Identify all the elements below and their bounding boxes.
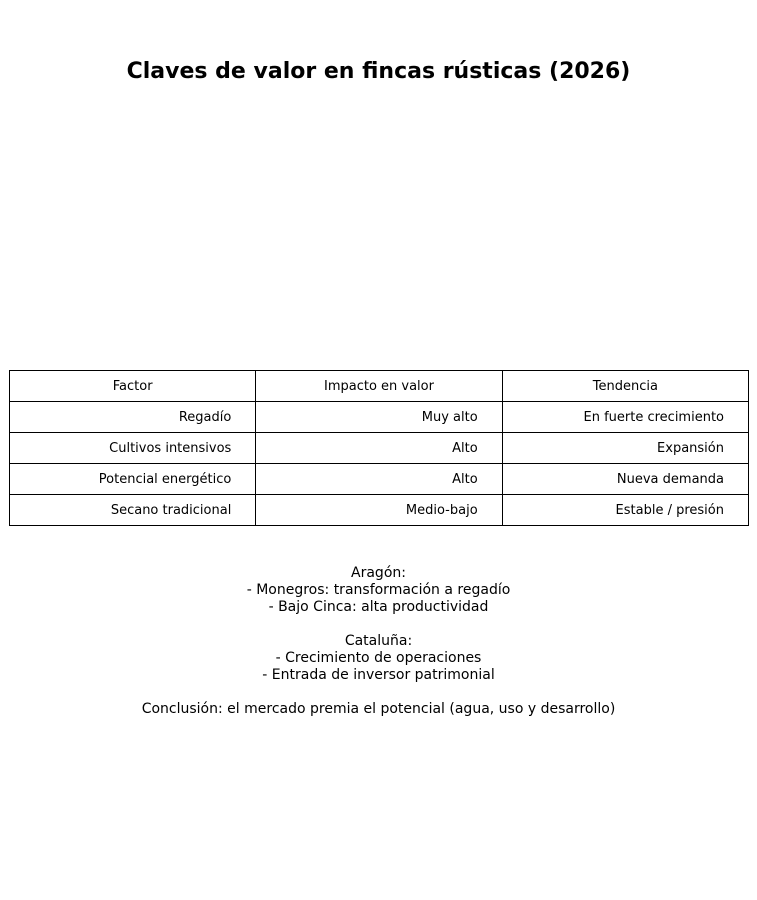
table-row <box>10 464 749 495</box>
table-row <box>10 433 749 464</box>
note-line-cataluna-heading: Cataluña: <box>344 633 413 649</box>
table-cell: Expansión <box>502 433 748 464</box>
table-cell: Secano tradicional <box>10 495 256 526</box>
table-cell: Estable / presión <box>502 495 748 526</box>
note-spacer <box>0 616 757 633</box>
table-cell: Regadío <box>10 402 256 433</box>
note-line: - Entrada de inversor patrimonial <box>262 667 495 683</box>
note-line-aragon-heading: Aragón: <box>351 565 406 581</box>
table-row <box>10 402 749 433</box>
data-table <box>9 370 749 526</box>
note-line: - Crecimiento de operaciones <box>275 650 482 666</box>
note-line: - Monegros: transformación a regadío <box>246 582 511 598</box>
table-cell: Alto <box>256 464 502 495</box>
table-cell: Medio-bajo <box>256 495 502 526</box>
column-header-impacto: Impacto en valor <box>256 371 502 402</box>
column-header-tendencia: Tendencia <box>502 371 748 402</box>
table-cell: Potencial energético <box>10 464 256 495</box>
chart-title: Claves de valor en fincas rústicas (2026) <box>126 59 631 84</box>
notes-block <box>0 565 757 718</box>
table-row <box>10 495 749 526</box>
note-line: - Bajo Cinca: alta productividad <box>268 599 489 615</box>
note-spacer <box>0 684 757 701</box>
table-cell: Nueva demanda <box>502 464 748 495</box>
table-cell: Alto <box>256 433 502 464</box>
table-cell: Cultivos intensivos <box>10 433 256 464</box>
table-cell: En fuerte crecimiento <box>502 402 748 433</box>
column-header-factor: Factor <box>10 371 256 402</box>
table-cell: Muy alto <box>256 402 502 433</box>
table-header-row <box>10 371 749 402</box>
note-conclusion: Conclusión: el mercado premia el potencial (agua, uso y desarrollo) <box>141 701 616 717</box>
